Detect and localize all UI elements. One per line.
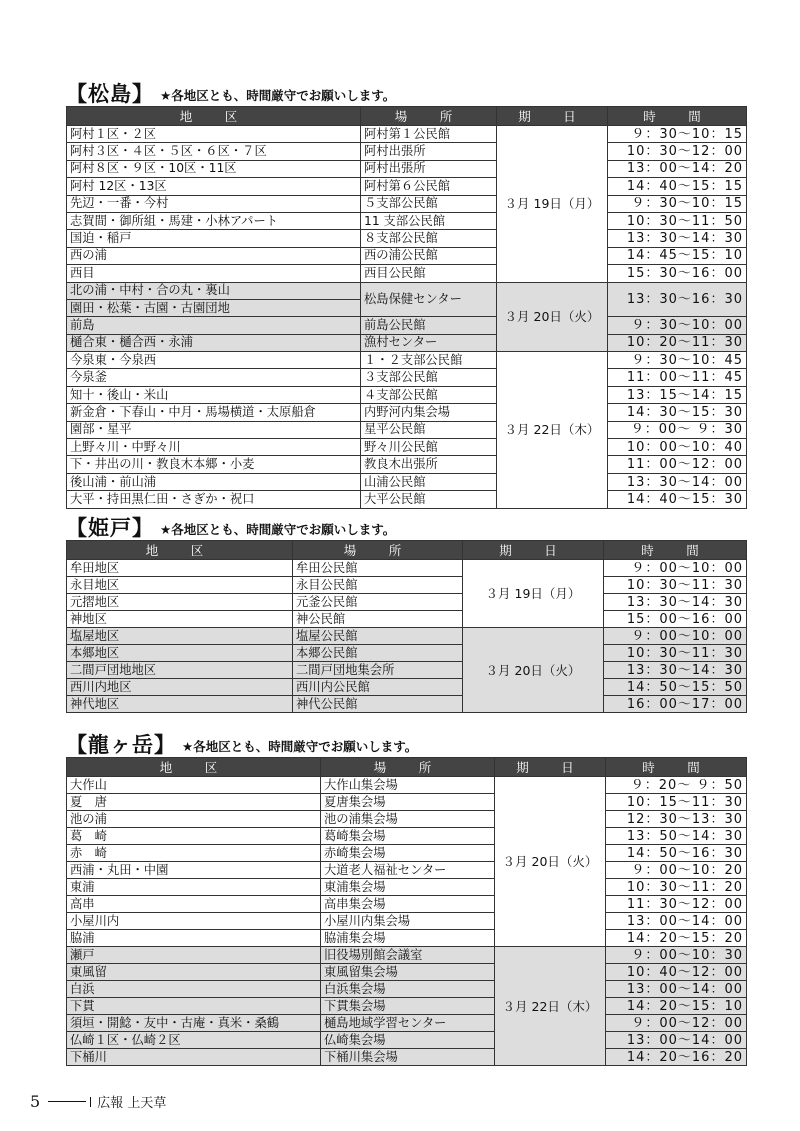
header-area: 地 区: [67, 107, 361, 126]
area-cell: 東風留: [67, 964, 321, 981]
place-cell: 高串集会場: [321, 896, 495, 913]
date-cell: ３月 22日（木）: [495, 947, 606, 1066]
area-cell: 国迫・稲戸: [67, 230, 361, 247]
place-cell: 大作山集会場: [321, 777, 495, 794]
time-cell: 13：30～16：30: [608, 282, 747, 317]
schedule-table: [66, 106, 747, 509]
header-place: 場 所: [321, 758, 495, 777]
date-cell: ３月 19日（月）: [463, 560, 604, 628]
area-cell: 大作山: [67, 777, 321, 794]
place-cell: 白浜集会場: [321, 981, 495, 998]
time-cell: ９：00～10：30: [606, 947, 747, 964]
header-time: 時 間: [608, 107, 747, 126]
place-cell: 大平公民館: [361, 491, 497, 508]
place-cell: 西川内公民館: [293, 679, 463, 696]
area-cell: 新金倉・下春山・中月・馬場横道・太原船倉: [67, 404, 361, 421]
area-cell: 北の浦・中村・合の丸・裏山: [67, 282, 361, 299]
area-cell: 阿村 12区・13区: [67, 178, 361, 195]
place-cell: 塩屋公民館: [293, 628, 463, 645]
place-cell: 夏唐集会場: [321, 794, 495, 811]
time-cell: 14：45～15：10: [608, 247, 747, 264]
place-cell: 大道老人福祉センター: [321, 862, 495, 879]
place-cell: 神公民館: [293, 611, 463, 628]
time-cell: 14：40～15：15: [608, 178, 747, 195]
area-cell: 阿村１区・２区: [67, 126, 361, 143]
time-cell: 10：20～11：30: [608, 334, 747, 351]
header-date: 期 日: [497, 107, 608, 126]
time-cell: ９：30～10：00: [608, 317, 747, 334]
area-cell: 須垣・開鯰・友中・古庵・真米・桑鶴: [67, 1015, 321, 1032]
area-cell: 白浜: [67, 981, 321, 998]
time-cell: ９：30～10：15: [608, 126, 747, 143]
time-cell: ９：00～10：00: [604, 560, 747, 577]
place-cell: 小屋川内集会場: [321, 913, 495, 930]
area-cell: 池の浦: [67, 811, 321, 828]
area-cell: 下桶川: [67, 1049, 321, 1066]
time-cell: 10：15～11：30: [606, 794, 747, 811]
area-cell: 赤 崎: [67, 845, 321, 862]
place-cell: 前島公民館: [361, 317, 497, 334]
time-cell: 11：30～12：00: [606, 896, 747, 913]
time-cell: 13：30～14：00: [608, 473, 747, 490]
place-cell: 脇浦集会場: [321, 930, 495, 947]
ryugatake-section: [66, 731, 746, 1066]
section-note: ★各地区とも、時間厳守でお願いします。: [160, 88, 396, 103]
area-cell: 葛 崎: [67, 828, 321, 845]
place-cell: 仏崎集会場: [321, 1032, 495, 1049]
place-cell: 東風留集会場: [321, 964, 495, 981]
date-cell: ３月 19日（月）: [497, 126, 608, 283]
time-cell: 12：30～13：30: [606, 811, 747, 828]
area-cell: 園田・松葉・古園・古園団地: [67, 299, 361, 316]
place-cell: 下桶川集会場: [321, 1049, 495, 1066]
place-cell: 教良木出張所: [361, 456, 497, 473]
place-cell: 池の浦集会場: [321, 811, 495, 828]
time-cell: 13：00～14：00: [606, 981, 747, 998]
time-cell: ９：00～10：00: [604, 628, 747, 645]
area-cell: 東浦: [67, 879, 321, 896]
place-cell: 東浦集会場: [321, 879, 495, 896]
place-cell: 下貫集会場: [321, 998, 495, 1015]
header-time: 時 間: [606, 758, 747, 777]
time-cell: ９：00～12：00: [606, 1015, 747, 1032]
place-cell: ５支部公民館: [361, 195, 497, 212]
area-cell: 夏 唐: [67, 794, 321, 811]
date-cell: ３月 20日（火）: [497, 282, 608, 352]
place-cell: 二間戸団地集会所: [293, 662, 463, 679]
time-cell: 10：30～12：00: [608, 143, 747, 160]
place-cell: 旧役場別館会議室: [321, 947, 495, 964]
area-cell: 永目地区: [67, 577, 293, 594]
area-cell: 志賀間・御所組・馬建・小林アパート: [67, 212, 361, 229]
place-cell: 阿村出張所: [361, 143, 497, 160]
section-header: [66, 80, 746, 106]
matsushima-section: [66, 80, 746, 509]
area-cell: 塩屋地区: [67, 628, 293, 645]
time-cell: 11：00～11：45: [608, 369, 747, 386]
header-time: 時 間: [604, 541, 747, 560]
place-cell: 西の浦公民館: [361, 247, 497, 264]
place-cell: 11 支部公民館: [361, 212, 497, 229]
place-cell: 永目公民館: [293, 577, 463, 594]
place-cell: 阿村第１公民館: [361, 126, 497, 143]
area-cell: 今泉釜: [67, 369, 361, 386]
section-name: 【姫戸】: [66, 516, 154, 540]
header-area: 地 区: [67, 541, 293, 560]
area-cell: 脇浦: [67, 930, 321, 947]
area-cell: 瀬戸: [67, 947, 321, 964]
page-footer: [30, 1092, 166, 1111]
area-cell: 小屋川内: [67, 913, 321, 930]
time-cell: 10：00～10：40: [608, 439, 747, 456]
place-cell: 野々川公民館: [361, 439, 497, 456]
area-cell: 前島: [67, 317, 361, 334]
place-cell: 牟田公民館: [293, 560, 463, 577]
schedule-table: [66, 540, 747, 713]
area-cell: 阿村３区・４区・５区・６区・７区: [67, 143, 361, 160]
time-cell: ９：30～10：15: [608, 195, 747, 212]
area-cell: 二間戸団地地区: [67, 662, 293, 679]
time-cell: 15：00～16：00: [604, 611, 747, 628]
place-cell: ８支部公民館: [361, 230, 497, 247]
place-cell: 樋島地域学習センター: [321, 1015, 495, 1032]
time-cell: 13：50～14：30: [606, 828, 747, 845]
time-cell: 16：00～17：00: [604, 696, 747, 713]
schedule-table: [66, 757, 747, 1066]
page-number: 5: [30, 1092, 41, 1111]
area-cell: 下貫: [67, 998, 321, 1015]
area-cell: 知十・後山・米山: [67, 386, 361, 403]
time-cell: 14：20～16：20: [606, 1049, 747, 1066]
area-cell: 神地区: [67, 611, 293, 628]
time-cell: 13：00～14：00: [606, 1032, 747, 1049]
area-cell: 後山浦・前山浦: [67, 473, 361, 490]
section-name: 【龍ヶ岳】: [66, 733, 176, 757]
date-cell: ３月 20日（火）: [463, 628, 604, 713]
place-cell: 山浦公民館: [361, 473, 497, 490]
section-name: 【松島】: [66, 82, 154, 106]
time-cell: 10：40～12：00: [606, 964, 747, 981]
time-cell: 14：50～16：30: [606, 845, 747, 862]
place-cell: 本郷公民館: [293, 645, 463, 662]
place-cell: 葛崎集会場: [321, 828, 495, 845]
time-cell: 14：30～15：30: [608, 404, 747, 421]
header-date: 期 日: [495, 758, 606, 777]
section-note: ★各地区とも、時間厳守でお願いします。: [182, 739, 418, 754]
place-cell: 阿村第６公民館: [361, 178, 497, 195]
area-cell: 大平・持田黒仁田・さぎか・祝口: [67, 491, 361, 508]
area-cell: 神代地区: [67, 696, 293, 713]
section-header: [66, 514, 746, 540]
place-cell: １・２支部公民館: [361, 352, 497, 369]
time-cell: 13：30～14：30: [604, 594, 747, 611]
place-cell: 西目公民館: [361, 265, 497, 282]
header-area: 地 区: [67, 758, 321, 777]
place-cell: ３支部公民館: [361, 369, 497, 386]
time-cell: 13：00～14：20: [608, 160, 747, 177]
time-cell: 15：30～16：00: [608, 265, 747, 282]
time-cell: ９：30～10：45: [608, 352, 747, 369]
area-cell: 西川内地区: [67, 679, 293, 696]
area-cell: 今泉東・今泉西: [67, 352, 361, 369]
time-cell: 10：30～11：20: [606, 879, 747, 896]
time-cell: 13：30～14：30: [604, 662, 747, 679]
header-place: 場 所: [293, 541, 463, 560]
area-cell: 園部・星平: [67, 421, 361, 438]
time-cell: 13：00～14：00: [606, 913, 747, 930]
place-cell: 神代公民館: [293, 696, 463, 713]
area-cell: 牟田地区: [67, 560, 293, 577]
area-cell: 西の浦: [67, 247, 361, 264]
time-cell: ９：00～10：20: [606, 862, 747, 879]
time-cell: 13：15～14：15: [608, 386, 747, 403]
footer-rule-end: [90, 1097, 91, 1107]
place-cell: 漁村センター: [361, 334, 497, 351]
time-cell: 10：30～11：30: [604, 577, 747, 594]
area-cell: 上野々川・中野々川: [67, 439, 361, 456]
area-cell: 本郷地区: [67, 645, 293, 662]
time-cell: 14：40～15：30: [608, 491, 747, 508]
area-cell: 西浦・丸田・中園: [67, 862, 321, 879]
publication-name: 広報 上天草: [97, 1096, 167, 1111]
place-cell: 松島保健センター: [361, 282, 497, 317]
place-cell: 内野河内集会場: [361, 404, 497, 421]
time-cell: 14：20～15：20: [606, 930, 747, 947]
footer-rule: [48, 1101, 86, 1102]
time-cell: 13：30～14：30: [608, 230, 747, 247]
time-cell: 14：50～15：50: [604, 679, 747, 696]
area-cell: 高串: [67, 896, 321, 913]
header-date: 期 日: [463, 541, 604, 560]
time-cell: 10：30～11：50: [608, 212, 747, 229]
place-cell: 星平公民館: [361, 421, 497, 438]
area-cell: 先辺・一番・今村: [67, 195, 361, 212]
area-cell: 西目: [67, 265, 361, 282]
area-cell: 樋合東・樋合西・永浦: [67, 334, 361, 351]
date-cell: ３月 22日（木）: [497, 352, 608, 509]
time-cell: 10：30～11：30: [604, 645, 747, 662]
area-cell: 元摺地区: [67, 594, 293, 611]
place-cell: 元釜公民館: [293, 594, 463, 611]
time-cell: 11：00～12：00: [608, 456, 747, 473]
time-cell: ９：20～ ９：50: [606, 777, 747, 794]
header-place: 場 所: [361, 107, 497, 126]
area-cell: 阿村８区・９区・10区・11区: [67, 160, 361, 177]
area-cell: 仏崎１区・仏崎２区: [67, 1032, 321, 1049]
area-cell: 下・井出の川・教良木本郷・小麦: [67, 456, 361, 473]
place-cell: ４支部公民館: [361, 386, 497, 403]
date-cell: ３月 20日（火）: [495, 777, 606, 947]
himedo-section: [66, 514, 746, 713]
place-cell: 阿村出張所: [361, 160, 497, 177]
place-cell: 赤崎集会場: [321, 845, 495, 862]
time-cell: 14：20～15：10: [606, 998, 747, 1015]
section-note: ★各地区とも、時間厳守でお願いします。: [160, 522, 396, 537]
section-header: [66, 731, 746, 757]
time-cell: ９：00～ ９：30: [608, 421, 747, 438]
